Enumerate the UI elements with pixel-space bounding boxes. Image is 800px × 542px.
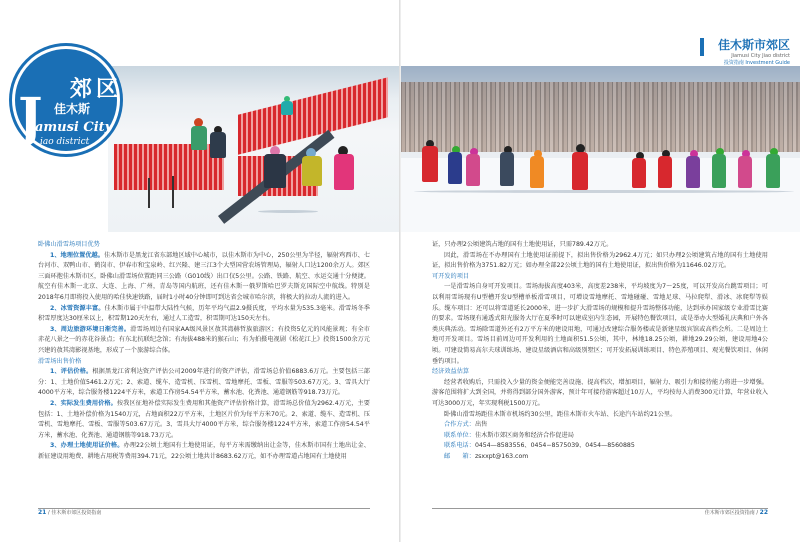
- page-number: 21: [38, 509, 47, 516]
- safety-net: [114, 144, 224, 190]
- right-footer: [705, 509, 768, 516]
- advantage-paragraph: 1、地理位置优越。佳木斯市是黑龙江省东部地区域中心城市，以佳木斯市为中心，250公里为半径，辐射鸡西市、七台河市、双鸭山市、鹤岗市、伊春市和宝泉岭、红兴隆、建三江3个大型国营农场管理局，辐射人口达1200余万人。郊区三面环抱佳木斯市区，卧佛山滑雪场位置距同三公路（G010线）出口仅5公里。公路、铁路、航空、水运交通十分便捷。航空有佳木斯一北京、大连、上海、广州，青岛等国内航班，还有佳木斯一俄罗斯哈巴罗夫斯克国际空中航线。特别是2018年6月即将投入使用的哈佳快速铁路，届时1小时40分钟即可到达省会城市哈尔滨，将极大的拉动人流的进入。: [38, 251, 370, 301]
- ski-pole: [172, 176, 174, 208]
- right-page: [400, 0, 800, 542]
- skier: [210, 132, 226, 158]
- ski-slope-photo-right: [400, 66, 800, 232]
- skier: [572, 152, 588, 190]
- skier: [191, 126, 207, 150]
- develop-paragraph: 一是滑雪场自身可开发项目。雪场海拔高度403米，高度差238米，平均坡度为7～25度，可以开发高台跳雪项目；可以利用雪场现有U型槽开发U型槽单板滑雪项目，可增设雪地摩托、雪地碰碰、雪地足球、马拉爬犁、滑冰、冰爬犁等娱乐。缆车项目：还可以将雪道延长2000米，进一步扩大滑雪场的规模和提升雪场整体功能，达到承办国家级专业滑雪比赛的要求。雪场现有通透式阳光服务大厅在夏季时可以建成室内生态园，开展特色餐饮项目，或是举办大型婚礼庆典和户外各类庆典活动。雪场除雪道外还有2万平方米的建设用地，可通过改建综合服务楼或是新建星级宾馆或高档会所。二是周边土地可开发项目。雪场目前周边可开发利用的土地面积51.5公顷，其中，林地18.25公顷，耕地29.29公顷，建设用地4公顷。可建设简易高尔夫球训练场、建设星级酒店和高级别墅区；可开发拓展训练项目、特色养殖项目、观光餐饮项目、休闲垂钓项目。: [432, 283, 768, 365]
- coop-mode-line: 合作方式：出售: [444, 421, 488, 429]
- skier: [264, 154, 286, 188]
- district-badge: [0, 34, 128, 162]
- badge-english-district: iao district: [40, 137, 90, 147]
- project-title: 卧佛山滑雪场项目优势: [38, 241, 100, 248]
- email-link[interactable]: zsxxpt@163.com: [474, 452, 529, 460]
- badge-letter-j: J: [18, 87, 43, 148]
- book-spine: [399, 0, 401, 542]
- left-text-column: [38, 240, 370, 462]
- snow-shadow: [414, 190, 794, 193]
- skier: [302, 156, 322, 186]
- badge-english-city: iamusi City: [30, 120, 113, 135]
- phone-line: 联系电话：0454—8583556、0454−8575039、0454—8560885: [444, 442, 635, 450]
- skier: [281, 101, 293, 115]
- skier: [466, 154, 480, 186]
- footer-title: / 佳木斯市郊区投资指南: [47, 510, 102, 516]
- price-continued: 证，只办理2公顷建筑占地的国有土地使用证，只需789.42万元。: [432, 241, 613, 248]
- location-paragraph: 卧佛山滑雪场距佳木斯市机场约30公里，距佳木斯市火车站、长途汽车站约21公里。: [444, 410, 677, 418]
- develop-title: 可开发的项目: [432, 272, 470, 280]
- price-paragraph: 2、实际发生费用价格。按我区征地补偿实际发生费用和其他资产评估价格计算，滑雪场总价值为2962.4万元，主要包括：1、土地补偿价格为1540万元，占地面积22万平方米，土地区片价为每平方米70元。2、索道、缆车、造雪机、压雪机、雪地摩托、雪板、雪服等503.67万元。3、雪具大厅4000平方米，综合服务楼1224平方米，索道工作房54.54平方米，蓄水池、化粪池、通道钢筋等918.73万元。: [38, 399, 370, 439]
- skier: [500, 152, 514, 186]
- skier: [686, 156, 700, 188]
- skier: [712, 154, 726, 188]
- skier: [334, 154, 354, 190]
- skier: [448, 152, 462, 184]
- benefit-title: 经济效益估算: [432, 368, 470, 376]
- price-paragraph: 3、办理土地使用证价格。办理22公顷土地国有土地使用证，每平方米需缴纳出让金等，佳木斯市国有土地出让金、新征建设用地费、耕地占用税等费用394.71元，22公顷土地共计8683.62万元，如不办理雪道占地国有土地使用: [38, 442, 370, 460]
- skier: [658, 156, 672, 188]
- price-title: 滑雪场出售价格: [38, 357, 82, 365]
- contact-unit-line: 联系单位：佳木斯市郊区商务和经济合作促进局: [444, 431, 574, 439]
- email-line: 邮 箱：zsxxpt@163.com: [444, 452, 529, 460]
- skier: [766, 154, 780, 188]
- advantage-paragraph: 2、冰雪资源丰富。佳木斯市属于中温带大陆性气候，历年平均气温2.9摄氏度，平均水量为535.3毫米。滑雪场冬季积雪厚度达30厘米以上，积雪期120天左右，通过人工造雪，积雪期可达150天左右。: [38, 304, 370, 323]
- skier: [632, 158, 646, 188]
- footer-title: 佳木斯市郊区投资指南 /: [704, 510, 759, 516]
- winter-forest: [400, 82, 800, 152]
- skier: [530, 156, 544, 188]
- header-tag: 投资指南 Investment Guide: [723, 60, 790, 66]
- page-number: 22: [759, 509, 768, 516]
- skier: [738, 156, 752, 188]
- header-accent-bar: [700, 38, 704, 56]
- left-footer: [38, 509, 101, 516]
- badge-district-cn: 郊区: [70, 76, 123, 102]
- header-title: 佳木斯市郊区: [717, 38, 790, 52]
- section-header: [718, 36, 790, 66]
- ski-pole: [148, 178, 150, 208]
- snow-shadow: [258, 210, 318, 213]
- right-text-column: [432, 240, 768, 462]
- price-paragraph: 1、评估价格。根据黑龙江省利达资产评估公司2009年进行的资产评估，滑雪场总价值6883.6万元。主要包括三部分：1、土地价值5461.2万元；2、索道、缆车、造雪机、压雪机、雪地摩托、雪板、雪服等503.67万元。3、雪具大厅4000平方米，综合服务楼1224平方米，索道工作房54.54平方米，蓄水池、化粪池、通道钢筋等918.73万元。: [38, 368, 370, 397]
- benefit-paragraph: 经营者收购后，只需投入少量的资金便能完善设施、提高档次，增加项目，辐射力、吸引力和接待能力将进一步增强。游客范围将扩大到全国，并将得到部分国外游客，预计年可接待游客超过10万人，平均按每人消费300元计算，年营业收入可达3000万元，年实现利税1500万元。: [432, 378, 768, 407]
- header-subtitle: Jiamusi City Jiao district: [731, 53, 790, 59]
- price-summary: 因此，滑雪场在不办理国有土地使用证前提下，拟出售价格为2962.4万元；如只办理2公顷建筑占地的国有土地使用证，拟出售价格为3751.82万元；如办理全部22公顷土地的国有土地使用证，拟出售价格为11646.02万元。: [432, 251, 768, 270]
- badge-city-cn: 佳木斯: [54, 102, 91, 116]
- ski-slope-photo-left: [108, 66, 400, 232]
- skier: [422, 146, 438, 182]
- advantage-paragraph: 3、周边旅游环境日渐完善。滑雪场周边有国家AA级风景区敖其湾赫哲族旅游区；有投资5亿元的风能景观；有全市赤花八景之一的赤花谷景点；有东北抗联纪念馆；有海拔488米的猴石山；有为拍摄电视剧《松花江上》投资1500余万元兴建的敖其湾影视基地，形成了一个旅游综合体。: [38, 325, 370, 354]
